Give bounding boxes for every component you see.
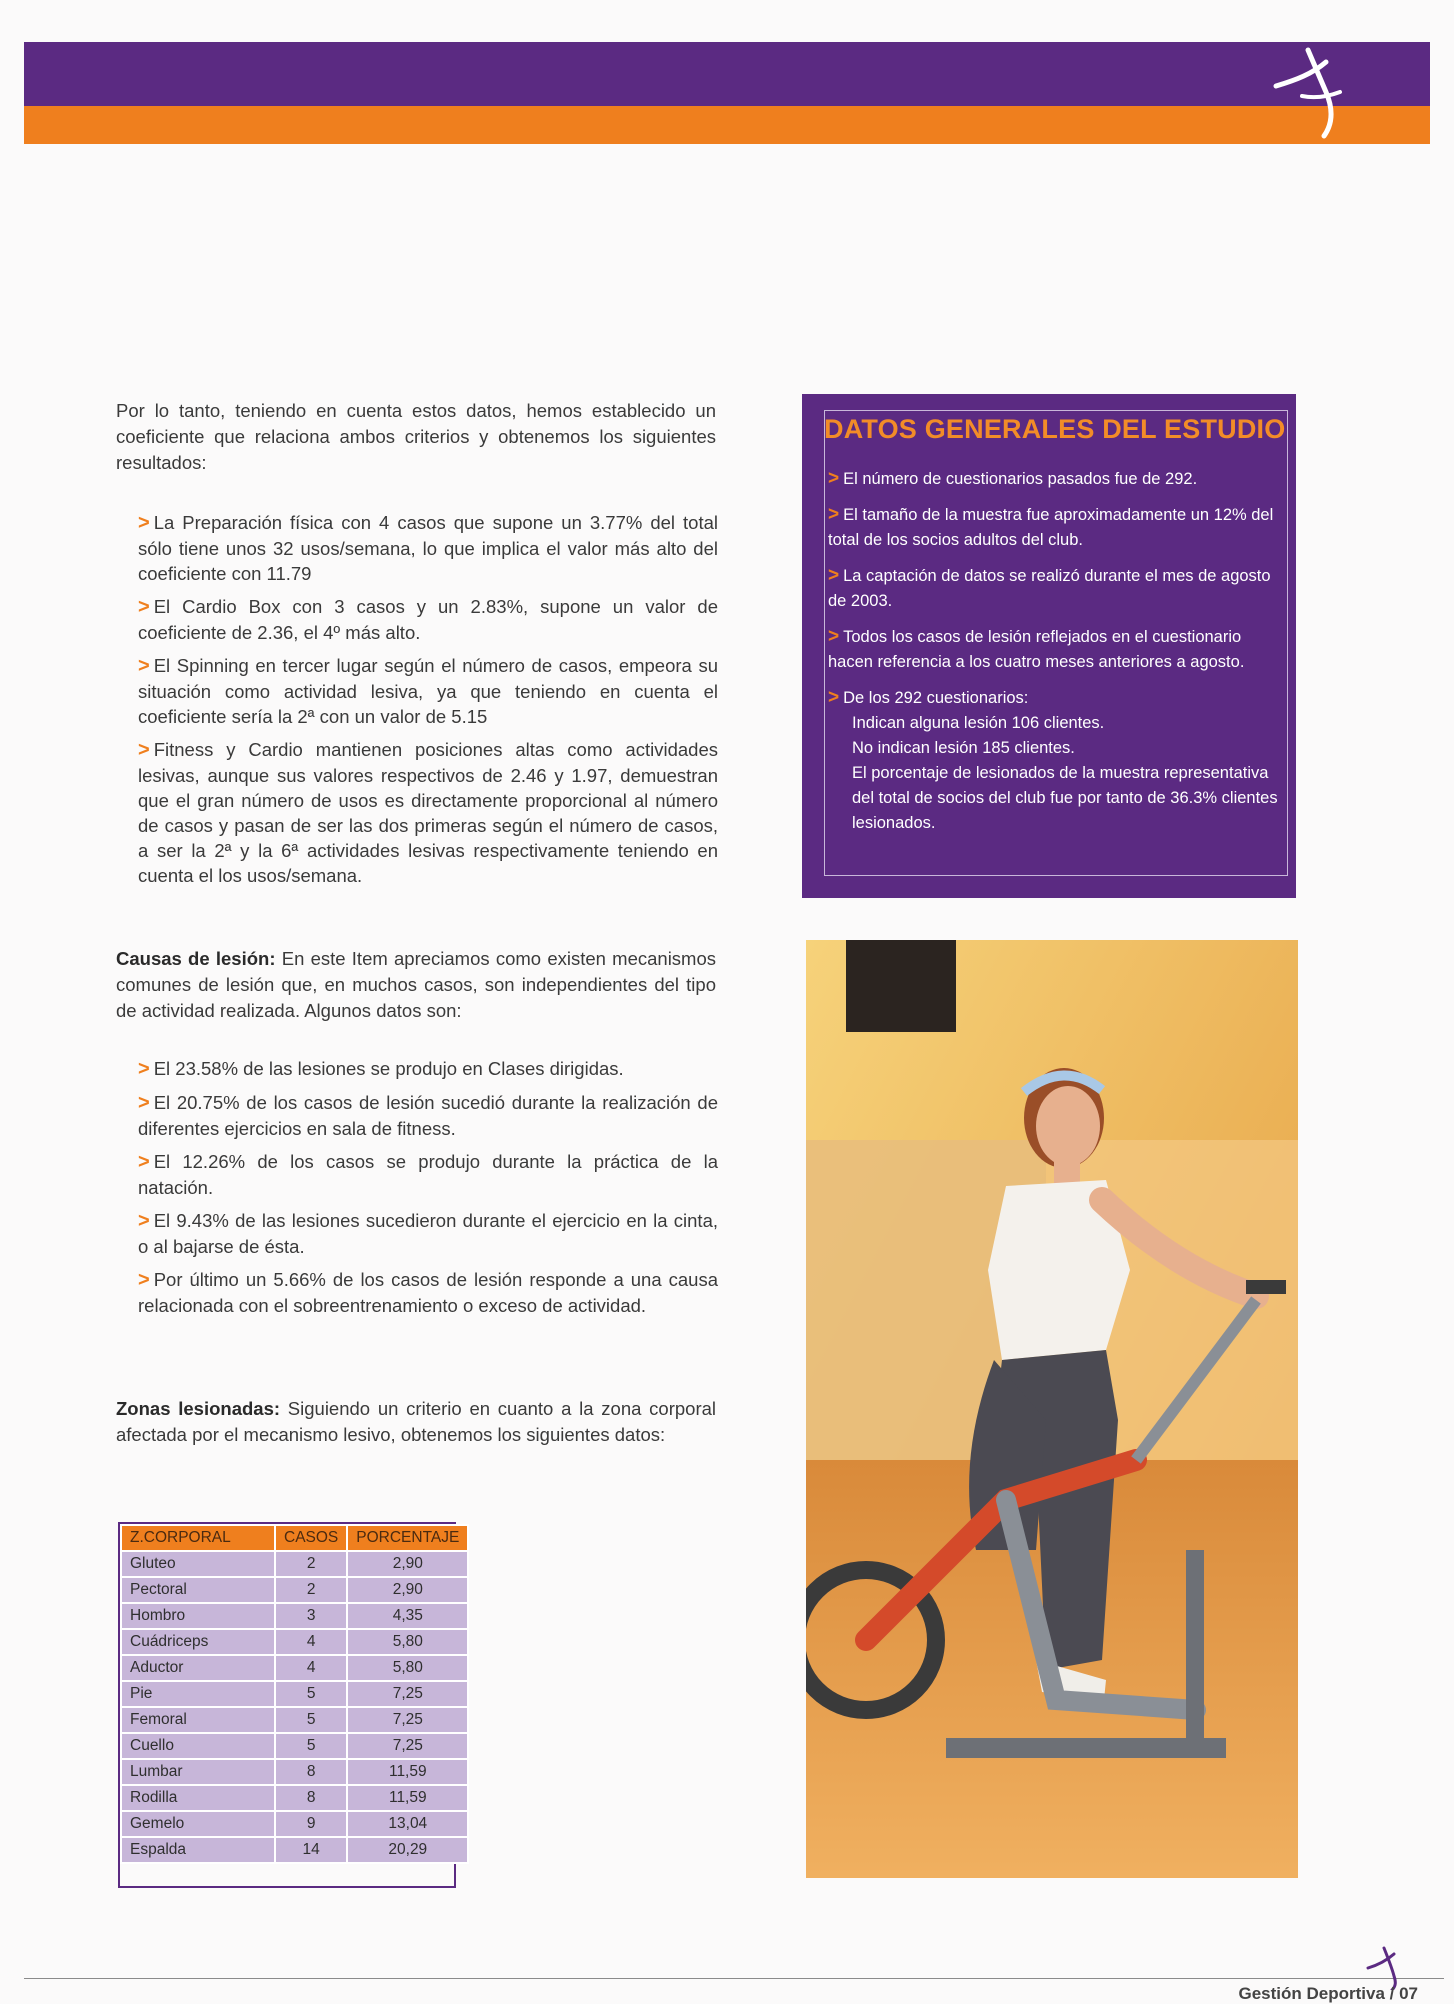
list-item: > El Spinning en tercer lugar según el número de casos, empeora su situación como actividad lesiva, ya que teniendo en cuenta el coeficiente sería la 2ª con un valor de 5.15 xyxy=(138,655,718,727)
list-item: > El 20.75% de los casos de lesión sucedió durante la realización de diferentes ejercicios en sala de fitness. xyxy=(138,1092,718,1139)
results-list xyxy=(138,510,718,896)
spinning-illustration xyxy=(806,940,1298,1878)
chevron-right-icon: > xyxy=(828,687,840,708)
chevron-right-icon: > xyxy=(138,1058,150,1080)
column-header-zona: Z.CORPORAL xyxy=(121,1525,275,1551)
list-item: > El 9.43% de las lesiones sucedieron durante el ejercicio en la cinta, o al bajarse de ésta. xyxy=(138,1210,718,1257)
list-item: > Fitness y Cardio mantienen posiciones altas como actividades lesivas, aunque sus valores respectivos de 2.46 y 1.97, demuestran que el gran número de usos es directamente proporcional al número de casos y pasan de ser las dos primeras según el número de casos, a ser la 2ª y la 6ª actividades lesivas respectivamente teniendo en cuenta el los usos/semana. xyxy=(138,739,718,886)
chevron-right-icon: > xyxy=(138,739,150,761)
list-item: > El número de cuestionarios pasados fue de 292. xyxy=(828,468,1198,489)
chevron-right-icon: > xyxy=(138,596,150,618)
table-row: Aductor 4 5,80 xyxy=(121,1655,468,1681)
chevron-right-icon: > xyxy=(138,1151,150,1173)
spinning-photo xyxy=(806,940,1298,1878)
causas-heading: Causas de lesión: xyxy=(116,948,276,969)
footer-rule xyxy=(24,1978,1444,1979)
table-row: Pie 5 7,25 xyxy=(121,1681,468,1707)
list-item: > La captación de datos se realizó durante el mes de agosto de 2003. xyxy=(828,565,1271,610)
table-row: Femoral 5 7,25 xyxy=(121,1707,468,1733)
table-row: Espalda 14 20,29 xyxy=(121,1837,468,1863)
list-item: > La Preparación física con 4 casos que supone un 3.77% del total sólo tiene unos 32 usos/semana, lo que implica el valor más alto del coeficiente con 11.79 xyxy=(138,512,718,584)
brand-logo-icon xyxy=(1268,44,1352,144)
header-orange-band xyxy=(24,106,1430,144)
causas-list xyxy=(138,1056,718,1326)
table-row: Rodilla 8 11,59 xyxy=(121,1785,468,1811)
table-row: Hombro 3 4,35 xyxy=(121,1603,468,1629)
table-row: Pectoral 2 2,90 xyxy=(121,1577,468,1603)
datos-title: DATOS GENERALES DEL ESTUDIO xyxy=(824,414,1286,444)
column-header-casos: CASOS xyxy=(275,1525,347,1551)
causas-paragraph xyxy=(116,946,716,1024)
list-item: > El 12.26% de los casos se produjo durante la práctica de la natación. xyxy=(138,1151,718,1198)
zonas-heading: Zonas lesionadas: xyxy=(116,1398,281,1419)
chevron-right-icon: > xyxy=(138,1210,150,1232)
header-purple-band xyxy=(24,42,1430,106)
table-row: Cuádriceps 4 5,80 xyxy=(121,1629,468,1655)
zonas-table xyxy=(120,1524,469,1864)
chevron-right-icon: > xyxy=(138,512,150,534)
table-header-row xyxy=(121,1525,468,1551)
zonas-text: Siguiendo un criterio en cuanto a la zona corporal afectada por el mecanismo lesivo, obtenemos los siguientes datos: xyxy=(116,1398,717,1445)
intro-paragraph: Por lo tanto, teniendo en cuenta estos datos, hemos establecido un coeficiente que relaciona ambos criterios y obtenemos los siguientes resultados: xyxy=(116,400,716,473)
list-item: > El 23.58% de las lesiones se produjo en Clases dirigidas. xyxy=(138,1058,624,1080)
table-row: Gluteo 2 2,90 xyxy=(121,1551,468,1577)
list-item: > El Cardio Box con 3 casos y un 2.83%, supone un valor de coeficiente de 2.36, el 4º más alto. xyxy=(138,596,718,643)
list-item: > Todos los casos de lesión reflejados en el cuestionario hacen referencia a los cuatro meses anteriores a agosto. xyxy=(828,626,1245,671)
chevron-right-icon: > xyxy=(138,1269,150,1291)
table-row: Cuello 5 7,25 xyxy=(121,1733,468,1759)
table-row: Lumbar 8 11,59 xyxy=(121,1759,468,1785)
list-item: > El tamaño de la muestra fue aproximadamente un 12% del total de los socios adultos del club. xyxy=(828,504,1274,549)
datos-list xyxy=(828,466,1278,846)
chevron-right-icon: > xyxy=(138,655,150,677)
column-header-porcentaje: PORCENTAJE xyxy=(347,1525,468,1551)
chevron-right-icon: > xyxy=(828,565,840,586)
list-item: > Por último un 5.66% de los casos de lesión responde a una causa relacionada con el sobreentrenamiento o exceso de actividad. xyxy=(138,1269,718,1316)
page-footer: Gestión Deportiva / 07 xyxy=(1238,1984,1418,2003)
chevron-right-icon: > xyxy=(828,468,840,489)
causas-text: En este Item apreciamos como existen mecanismos comunes de lesión que, en muchos casos, son independientes del tipo de actividad realizada. Algunos datos son: xyxy=(116,948,717,1021)
table-row: Gemelo 9 13,04 xyxy=(121,1811,468,1837)
zonas-paragraph xyxy=(116,1396,716,1448)
list-item: > De los 292 cuestionarios: Indican alguna lesión 106 clientes. No indican lesión 185 clientes. El porcentaje de lesionados de la muestra representativa del total de socios del club fue por tanto de 36.3% clientes lesionados. xyxy=(828,687,1278,832)
chevron-right-icon: > xyxy=(138,1092,150,1114)
chevron-right-icon: > xyxy=(828,626,840,647)
chevron-right-icon: > xyxy=(828,504,840,525)
